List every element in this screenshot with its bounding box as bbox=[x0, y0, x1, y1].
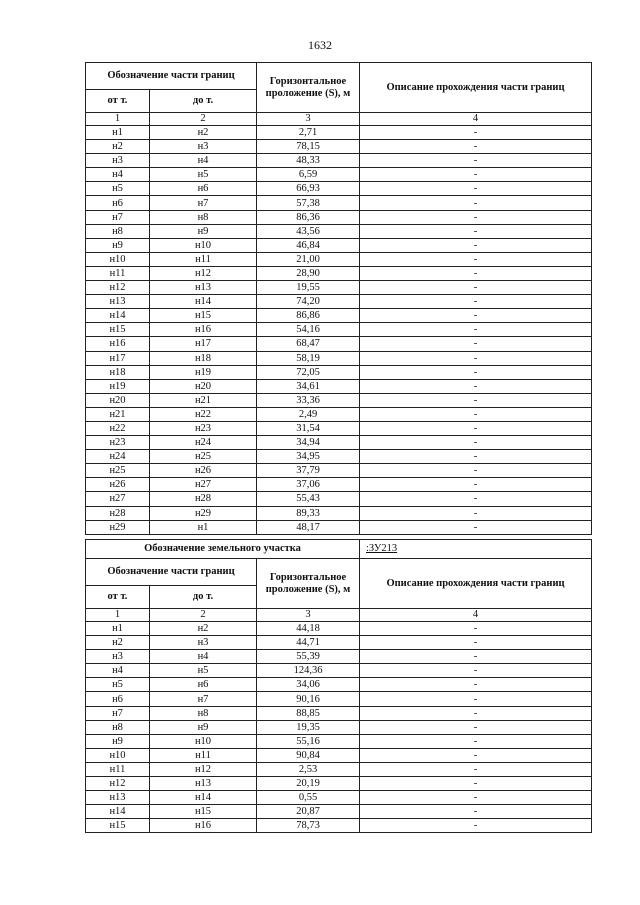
cell-distance: 28,90 bbox=[257, 266, 360, 280]
cell-distance: 33,36 bbox=[257, 393, 360, 407]
cell-from-point: н24 bbox=[86, 450, 150, 464]
table-row bbox=[86, 748, 592, 762]
cell-distance: 20,87 bbox=[257, 805, 360, 819]
cell-description: - bbox=[360, 407, 592, 421]
cell-description: - bbox=[360, 224, 592, 238]
cell-to-point: н7 bbox=[150, 196, 257, 210]
cell-to-point: н21 bbox=[150, 393, 257, 407]
cell-from-point: н13 bbox=[86, 791, 150, 805]
cell-from-point: н19 bbox=[86, 379, 150, 393]
cell-to-point: н10 bbox=[150, 734, 257, 748]
cell-to-point: н22 bbox=[150, 407, 257, 421]
cell-distance: 21,00 bbox=[257, 252, 360, 266]
cell-description: - bbox=[360, 664, 592, 678]
cell-to-point: н13 bbox=[150, 281, 257, 295]
table-row bbox=[86, 182, 592, 196]
cell-description: - bbox=[360, 266, 592, 280]
table-row bbox=[86, 650, 592, 664]
cell-description: - bbox=[360, 692, 592, 706]
page-number: 1632 bbox=[308, 38, 332, 52]
cell-description: - bbox=[360, 168, 592, 182]
cell-distance: 20,19 bbox=[257, 777, 360, 791]
table-row bbox=[86, 777, 592, 791]
cell-from-point: н6 bbox=[86, 196, 150, 210]
table-row bbox=[86, 126, 592, 140]
cell-from-point: н10 bbox=[86, 252, 150, 266]
column-number: 2 bbox=[150, 609, 257, 622]
cell-to-point: н3 bbox=[150, 140, 257, 154]
boundary-table-1 bbox=[85, 62, 592, 535]
cell-to-point: н27 bbox=[150, 478, 257, 492]
cell-distance: 34,95 bbox=[257, 450, 360, 464]
cell-to-point: н16 bbox=[150, 819, 257, 833]
cell-description: - bbox=[360, 622, 592, 636]
cell-description: - bbox=[360, 478, 592, 492]
cell-to-point: н15 bbox=[150, 805, 257, 819]
parcel-designation-value bbox=[360, 540, 592, 559]
cell-from-point: н8 bbox=[86, 720, 150, 734]
cell-distance: 55,43 bbox=[257, 492, 360, 506]
cell-from-point: н22 bbox=[86, 421, 150, 435]
parcel-id: :ЗУ213 bbox=[366, 543, 398, 555]
cell-description: - bbox=[360, 819, 592, 833]
cell-from-point: н1 bbox=[86, 622, 150, 636]
table-row bbox=[86, 421, 592, 435]
cell-from-point: н20 bbox=[86, 393, 150, 407]
table-row bbox=[86, 140, 592, 154]
cell-distance: 48,17 bbox=[257, 520, 360, 534]
cell-to-point: н8 bbox=[150, 210, 257, 224]
cell-to-point: н28 bbox=[150, 492, 257, 506]
header-boundary-part: Обозначение части границ bbox=[86, 559, 257, 586]
table-row bbox=[86, 720, 592, 734]
boundary-table-2-body bbox=[86, 540, 592, 833]
cell-from-point: н10 bbox=[86, 748, 150, 762]
cell-from-point: н29 bbox=[86, 520, 150, 534]
cell-description: - bbox=[360, 126, 592, 140]
cell-description: - bbox=[360, 393, 592, 407]
cell-distance: 34,06 bbox=[257, 678, 360, 692]
cell-from-point: н5 bbox=[86, 182, 150, 196]
table-row bbox=[86, 407, 592, 421]
cell-to-point: н20 bbox=[150, 379, 257, 393]
header-to-point: до т. bbox=[150, 90, 257, 113]
cell-description: - bbox=[360, 365, 592, 379]
header-description: Описание прохождения части границ bbox=[360, 63, 592, 113]
cell-description: - bbox=[360, 506, 592, 520]
cell-distance: 66,93 bbox=[257, 182, 360, 196]
cell-to-point: н1 bbox=[150, 520, 257, 534]
cell-to-point: н24 bbox=[150, 436, 257, 450]
cell-to-point: н7 bbox=[150, 692, 257, 706]
cell-from-point: н3 bbox=[86, 154, 150, 168]
table-row bbox=[86, 379, 592, 393]
cell-distance: 90,84 bbox=[257, 748, 360, 762]
table-row bbox=[86, 393, 592, 407]
cell-to-point: н5 bbox=[150, 664, 257, 678]
cell-to-point: н2 bbox=[150, 622, 257, 636]
cell-description: - bbox=[360, 281, 592, 295]
cell-to-point: н26 bbox=[150, 464, 257, 478]
cell-to-point: н10 bbox=[150, 238, 257, 252]
cell-distance: 58,19 bbox=[257, 351, 360, 365]
table-row bbox=[86, 492, 592, 506]
cell-to-point: н25 bbox=[150, 450, 257, 464]
cell-to-point: н16 bbox=[150, 323, 257, 337]
cell-from-point: н11 bbox=[86, 266, 150, 280]
table-row bbox=[86, 295, 592, 309]
table-row bbox=[86, 762, 592, 776]
cell-from-point: н12 bbox=[86, 777, 150, 791]
cell-distance: 48,33 bbox=[257, 154, 360, 168]
cell-description: - bbox=[360, 762, 592, 776]
table-row bbox=[86, 805, 592, 819]
cell-to-point: н12 bbox=[150, 762, 257, 776]
cell-from-point: н26 bbox=[86, 478, 150, 492]
cell-to-point: н2 bbox=[150, 126, 257, 140]
header-horizontal-distance: Горизонтальное проложение (S), м bbox=[257, 63, 360, 113]
table-row bbox=[86, 309, 592, 323]
cell-description: - bbox=[360, 140, 592, 154]
cell-from-point: н18 bbox=[86, 365, 150, 379]
cell-from-point: н14 bbox=[86, 309, 150, 323]
table-row bbox=[86, 337, 592, 351]
table-row bbox=[86, 622, 592, 636]
cell-to-point: н4 bbox=[150, 154, 257, 168]
cell-distance: 124,36 bbox=[257, 664, 360, 678]
cell-from-point: н9 bbox=[86, 734, 150, 748]
cell-distance: 44,71 bbox=[257, 636, 360, 650]
cell-from-point: н13 bbox=[86, 295, 150, 309]
table-row bbox=[86, 464, 592, 478]
cell-from-point: н15 bbox=[86, 819, 150, 833]
cell-description: - bbox=[360, 238, 592, 252]
cell-distance: 37,06 bbox=[257, 478, 360, 492]
table-row bbox=[86, 365, 592, 379]
cell-distance: 0,55 bbox=[257, 791, 360, 805]
cell-to-point: н23 bbox=[150, 421, 257, 435]
cell-description: - bbox=[360, 295, 592, 309]
cell-distance: 19,55 bbox=[257, 281, 360, 295]
cell-distance: 34,61 bbox=[257, 379, 360, 393]
cell-description: - bbox=[360, 182, 592, 196]
cell-distance: 90,16 bbox=[257, 692, 360, 706]
cell-distance: 43,56 bbox=[257, 224, 360, 238]
cell-to-point: н17 bbox=[150, 337, 257, 351]
cell-description: - bbox=[360, 520, 592, 534]
cell-distance: 2,71 bbox=[257, 126, 360, 140]
cell-distance: 31,54 bbox=[257, 421, 360, 435]
cell-distance: 86,36 bbox=[257, 210, 360, 224]
cell-from-point: н2 bbox=[86, 140, 150, 154]
table-row bbox=[86, 734, 592, 748]
cell-to-point: н6 bbox=[150, 182, 257, 196]
cell-distance: 2,53 bbox=[257, 762, 360, 776]
table-row bbox=[86, 168, 592, 182]
table-row bbox=[86, 664, 592, 678]
table-row bbox=[86, 678, 592, 692]
column-number: 1 bbox=[86, 609, 150, 622]
cell-to-point: н12 bbox=[150, 266, 257, 280]
table-row bbox=[86, 252, 592, 266]
cell-from-point: н12 bbox=[86, 281, 150, 295]
table-row bbox=[86, 636, 592, 650]
cell-description: - bbox=[360, 337, 592, 351]
table-row bbox=[86, 520, 592, 534]
cell-description: - bbox=[360, 210, 592, 224]
column-number: 2 bbox=[150, 113, 257, 126]
table-row bbox=[86, 224, 592, 238]
cell-from-point: н8 bbox=[86, 224, 150, 238]
table-row bbox=[86, 791, 592, 805]
cell-distance: 72,05 bbox=[257, 365, 360, 379]
table-row bbox=[86, 506, 592, 520]
table-row bbox=[86, 210, 592, 224]
cell-description: - bbox=[360, 323, 592, 337]
table-row bbox=[86, 478, 592, 492]
cell-from-point: н14 bbox=[86, 805, 150, 819]
cell-description: - bbox=[360, 436, 592, 450]
cell-from-point: н25 bbox=[86, 464, 150, 478]
cell-to-point: н29 bbox=[150, 506, 257, 520]
cell-from-point: н3 bbox=[86, 650, 150, 664]
table-row bbox=[86, 436, 592, 450]
cell-distance: 57,38 bbox=[257, 196, 360, 210]
cell-to-point: н6 bbox=[150, 678, 257, 692]
cell-description: - bbox=[360, 196, 592, 210]
cell-from-point: н17 bbox=[86, 351, 150, 365]
cell-to-point: н11 bbox=[150, 252, 257, 266]
cell-description: - bbox=[360, 450, 592, 464]
cell-distance: 88,85 bbox=[257, 706, 360, 720]
column-number: 1 bbox=[86, 113, 150, 126]
cell-description: - bbox=[360, 748, 592, 762]
cell-from-point: н21 bbox=[86, 407, 150, 421]
cell-distance: 68,47 bbox=[257, 337, 360, 351]
table-row bbox=[86, 450, 592, 464]
cell-description: - bbox=[360, 252, 592, 266]
boundary-table-1-body bbox=[86, 63, 592, 535]
cell-description: - bbox=[360, 309, 592, 323]
cell-from-point: н15 bbox=[86, 323, 150, 337]
cell-to-point: н4 bbox=[150, 650, 257, 664]
cell-description: - bbox=[360, 636, 592, 650]
cell-from-point: н27 bbox=[86, 492, 150, 506]
cell-from-point: н2 bbox=[86, 636, 150, 650]
cell-from-point: н28 bbox=[86, 506, 150, 520]
cell-distance: 55,16 bbox=[257, 734, 360, 748]
cell-from-point: н6 bbox=[86, 692, 150, 706]
cell-to-point: н19 bbox=[150, 365, 257, 379]
cell-to-point: н14 bbox=[150, 791, 257, 805]
cell-distance: 34,94 bbox=[257, 436, 360, 450]
cell-description: - bbox=[360, 678, 592, 692]
table-row bbox=[86, 323, 592, 337]
cell-description: - bbox=[360, 720, 592, 734]
cell-description: - bbox=[360, 492, 592, 506]
table-row bbox=[86, 281, 592, 295]
cell-description: - bbox=[360, 421, 592, 435]
table-row bbox=[86, 196, 592, 210]
cell-to-point: н5 bbox=[150, 168, 257, 182]
column-number: 3 bbox=[257, 609, 360, 622]
cell-description: - bbox=[360, 154, 592, 168]
cell-from-point: н5 bbox=[86, 678, 150, 692]
header-horizontal-distance: Горизонтальное проложение (S), м bbox=[257, 559, 360, 609]
cell-description: - bbox=[360, 734, 592, 748]
cell-distance: 74,20 bbox=[257, 295, 360, 309]
cell-to-point: н3 bbox=[150, 636, 257, 650]
cell-to-point: н15 bbox=[150, 309, 257, 323]
cell-from-point: н4 bbox=[86, 168, 150, 182]
column-number: 4 bbox=[360, 113, 592, 126]
cell-description: - bbox=[360, 650, 592, 664]
cell-distance: 37,79 bbox=[257, 464, 360, 478]
cell-distance: 86,86 bbox=[257, 309, 360, 323]
header-to-point: до т. bbox=[150, 586, 257, 609]
cell-distance: 44,18 bbox=[257, 622, 360, 636]
boundary-table-2 bbox=[85, 539, 592, 833]
table-row bbox=[86, 706, 592, 720]
cell-to-point: н13 bbox=[150, 777, 257, 791]
cell-description: - bbox=[360, 791, 592, 805]
cell-to-point: н9 bbox=[150, 720, 257, 734]
cell-from-point: н7 bbox=[86, 210, 150, 224]
column-number: 4 bbox=[360, 609, 592, 622]
table-row bbox=[86, 238, 592, 252]
table-row bbox=[86, 266, 592, 280]
cell-from-point: н11 bbox=[86, 762, 150, 776]
cell-description: - bbox=[360, 351, 592, 365]
column-number: 3 bbox=[257, 113, 360, 126]
cell-from-point: н23 bbox=[86, 436, 150, 450]
cell-distance: 19,35 bbox=[257, 720, 360, 734]
table-row bbox=[86, 692, 592, 706]
cell-description: - bbox=[360, 805, 592, 819]
table-row bbox=[86, 154, 592, 168]
table-row bbox=[86, 351, 592, 365]
cell-distance: 46,84 bbox=[257, 238, 360, 252]
cell-distance: 54,16 bbox=[257, 323, 360, 337]
header-from-point: от т. bbox=[86, 90, 150, 113]
cell-distance: 2,49 bbox=[257, 407, 360, 421]
cell-description: - bbox=[360, 464, 592, 478]
cell-description: - bbox=[360, 777, 592, 791]
cell-distance: 78,73 bbox=[257, 819, 360, 833]
cell-distance: 89,33 bbox=[257, 506, 360, 520]
cell-from-point: н4 bbox=[86, 664, 150, 678]
parcel-designation-label: Обозначение земельного участка bbox=[86, 540, 360, 559]
cell-distance: 6,59 bbox=[257, 168, 360, 182]
header-from-point: от т. bbox=[86, 586, 150, 609]
cell-to-point: н9 bbox=[150, 224, 257, 238]
header-description: Описание прохождения части границ bbox=[360, 559, 592, 609]
table-row bbox=[86, 819, 592, 833]
cell-to-point: н14 bbox=[150, 295, 257, 309]
cell-description: - bbox=[360, 706, 592, 720]
cell-to-point: н18 bbox=[150, 351, 257, 365]
cell-to-point: н11 bbox=[150, 748, 257, 762]
cell-from-point: н1 bbox=[86, 126, 150, 140]
header-boundary-part: Обозначение части границ bbox=[86, 63, 257, 90]
cell-description: - bbox=[360, 379, 592, 393]
cell-from-point: н9 bbox=[86, 238, 150, 252]
cell-distance: 78,15 bbox=[257, 140, 360, 154]
cell-from-point: н16 bbox=[86, 337, 150, 351]
cell-distance: 55,39 bbox=[257, 650, 360, 664]
cell-to-point: н8 bbox=[150, 706, 257, 720]
cell-from-point: н7 bbox=[86, 706, 150, 720]
